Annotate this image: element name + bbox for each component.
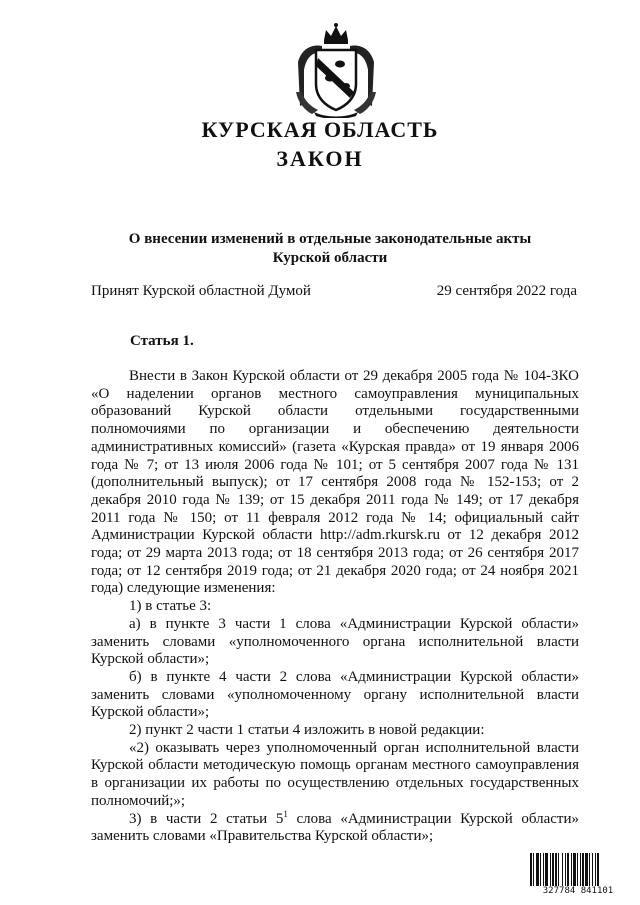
barcode-bar (592, 853, 593, 887)
barcode-bar (597, 853, 599, 887)
law-heading: ЗАКОН (276, 146, 364, 171)
barcode-bar (552, 853, 554, 887)
article-item-3 (91, 808, 580, 846)
barcode-bar (555, 853, 557, 887)
kursk-coat-of-arms-emblem (292, 22, 380, 118)
region-heading: КУРСКАЯ ОБЛАСТЬ (201, 117, 439, 142)
barcode-bar (567, 853, 569, 887)
law-title-line-1: О внесении изменений в отдельные законодательные акты (128, 231, 532, 247)
barcode-bar (573, 853, 576, 887)
article-item-2: 2) пункт 2 части 1 статьи 4 изложить в новой редакции: (129, 722, 485, 739)
barcode-bar (589, 853, 590, 887)
article-item-1b: б) в пункте 4 части 2 слова «Администрации Курской области» заменить словами «уполномоченному органу исполнительной власти Курской области»; (91, 668, 579, 721)
law-title (60, 230, 600, 268)
barcode-bar (558, 853, 559, 887)
article-item-2-quote: «2) оказывать через уполномоченный орган исполнительной власти Курской области методическую помощь органам местного самоуправления в организации их работы по осуществлению отдельных государственных полномочий;»; (91, 739, 579, 809)
adoption-date: 29 сентября 2022 года (436, 283, 577, 299)
article-body (91, 368, 579, 846)
barcode-bar (580, 853, 581, 887)
barcode-bar (562, 853, 563, 887)
adopted-by: Принят Курской областной Думой (91, 283, 311, 299)
barcode-bar (545, 853, 548, 887)
article-intro-paragraph: Внести в Закон Курской области от 29 декабря 2005 года № 104-ЗКО «О наделении органов местного самоуправления муниципальных образований Курской области отдельными государственными полномочиями по организации и обеспечению деятельности административных комиссий» (газета «Курская правда» от 19 января 2006 года № 7; от 13 июля 2006 года № 101; от 5 сентября 2007 года № 131 (дополнительный выпуск); от 17 сентября 2008 года № 152-153; от 2 декабря 2010 года № 139; от 15 декабря 2011 года № 149; от 17 декабря 2011 года № 150; от 11 февраля 2012 года № 14; официальный сайт Администрации Курской области http://adm.rkursk.ru от 12 декабря 2012 года; от 29 марта 2013 года; от 18 сентября 2013 года; от 26 сентября 2017 года; от 12 сентября 2019 года; от 21 декабря 2020 года; от 24 ноября 2021 года) следующие изменения: (91, 368, 579, 597)
barcode-bar (585, 853, 588, 887)
article-item-1: 1) в статье 3: (129, 598, 212, 615)
barcode-bar (577, 853, 578, 887)
barcode-bar (543, 853, 544, 887)
barcode-bar (530, 853, 532, 887)
article-heading: Статья 1. (130, 333, 194, 349)
barcode-bar (550, 853, 551, 887)
adoption-line (91, 283, 577, 300)
barcode-bar (571, 853, 572, 887)
barcode-bar (536, 853, 539, 887)
barcode-bar (595, 853, 596, 887)
barcode-bar (582, 853, 584, 887)
barcode (530, 853, 626, 898)
law-title-line-2: Курской области (272, 250, 388, 266)
barcode-bars (530, 853, 626, 887)
barcode-bar (533, 853, 534, 887)
barcode-bar (540, 853, 541, 887)
article-item-3-superscript: 1 (283, 808, 288, 819)
article-item-3-part-2: слова «Администрации Курской области» заменить словами «Правительства Курской области»; (91, 810, 580, 845)
barcode-number: 327784 841101 (530, 886, 626, 897)
barcode-bar (565, 853, 566, 887)
article-item-3-part-1: 3) в части 2 статьи 5 (129, 810, 284, 827)
article-item-1a: а) в пункте 3 части 1 слова «Администрации Курской области» заменить словами «уполномоченного органа исполнительной власти Курской области»; (91, 615, 579, 668)
